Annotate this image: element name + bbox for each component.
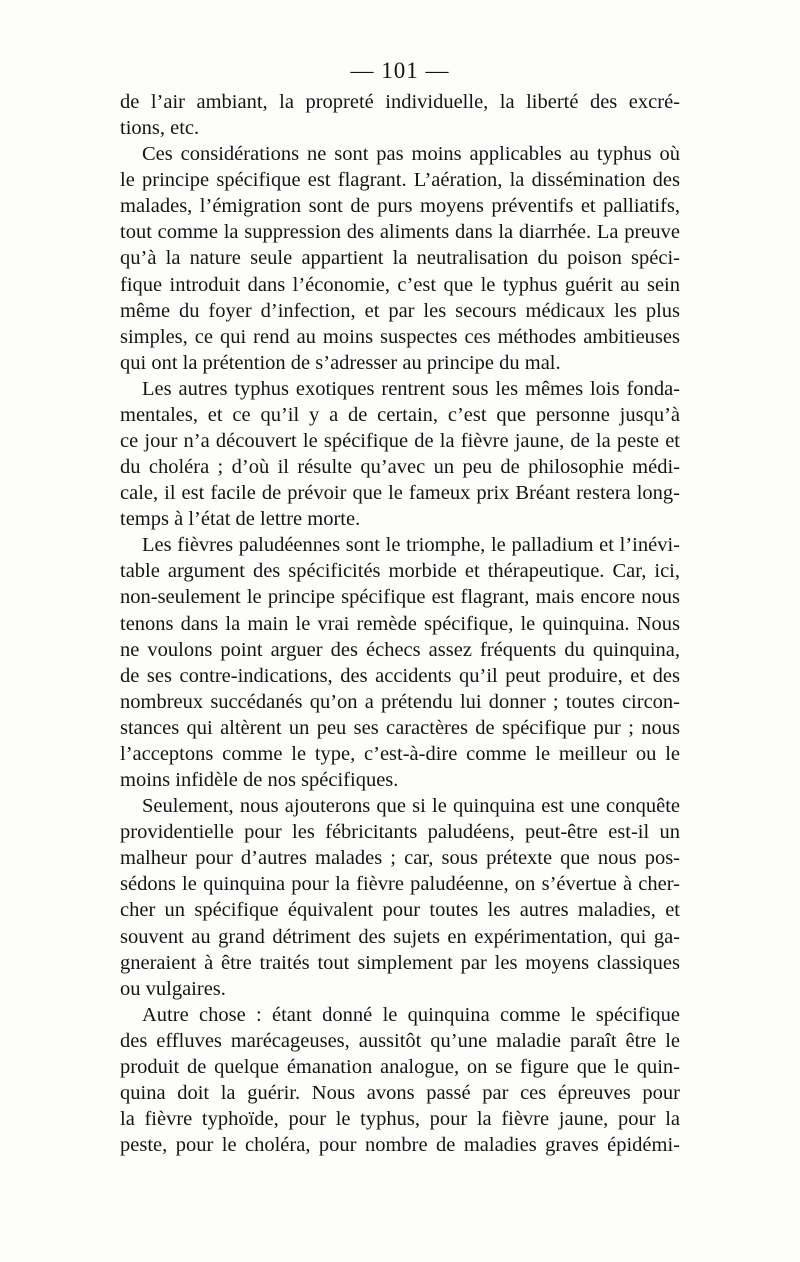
text-line: de ses contre-indications, des accidents qu’il peut produire, et des — [120, 664, 680, 687]
body-text — [120, 89, 680, 1158]
text-line: cher un spécifique équivalent pour toutes les autres maladies, et — [120, 899, 680, 922]
text-line: gneraient à être traités tout simplement par les moyens classiques — [120, 951, 680, 974]
paragraph — [120, 89, 680, 141]
text-line: temps à l’état de lettre morte. — [120, 508, 361, 531]
text-line: quina doit la guérir. Nous avons passé par ces épreuves pour — [120, 1081, 680, 1104]
text-line: du choléra ; d’où il résulte qu’avec un peu de philosophie médi- — [120, 456, 680, 479]
text-line: la fièvre typhoïde, pour le typhus, pour la fièvre jaune, pour la — [120, 1108, 680, 1131]
text-line: providentielle pour les fébricitants paludéens, peut-être est-il un — [120, 821, 680, 844]
paragraph — [120, 1002, 680, 1158]
text-line: tions, etc. — [120, 117, 200, 140]
paragraph — [120, 793, 680, 1002]
text-line: nombreux succédanés qu’on a prétendu lui donner ; toutes circon- — [120, 690, 680, 713]
text-line: malheur pour d’autres malades ; car, sous prétexte que nous pos- — [120, 847, 680, 870]
text-line: sédons le quinquina pour la fièvre paludéenne, on s’évertue à cher- — [120, 873, 680, 896]
text-line: l’acceptons comme le type, c’est-à-dire comme le meilleur ou le — [120, 742, 680, 765]
page-number: — 101 — — [350, 58, 450, 83]
text-line: tout comme la suppression des aliments dans la diarrhée. La preuve — [120, 221, 680, 244]
text-line: Ces considérations ne sont pas moins applicables au typhus où — [142, 143, 680, 166]
text-line: Seulement, nous ajouterons que si le quinquina est une conquête — [142, 795, 680, 818]
text-line: tenons dans la main le vrai remède spécifique, le quinquina. Nous — [120, 612, 680, 635]
text-line: qu’à la nature seule appartient la neutralisation du poison spéci- — [120, 247, 680, 270]
text-line: des effluves marécageuses, aussitôt qu’une maladie paraît être le — [120, 1029, 680, 1052]
text-line: Les fièvres paludéennes sont le triomphe, le palladium et l’inévi- — [142, 534, 680, 557]
text-line: table argument des spécificités morbide et thérapeutique. Car, ici, — [120, 560, 680, 583]
text-line: ce jour n’a découvert le spécifique de la fièvre jaune, de la peste et — [120, 430, 680, 453]
text-line: malades, l’émigration sont de purs moyens préventifs et palliatifs, — [120, 195, 680, 218]
text-line: ou vulgaires. — [120, 977, 226, 1000]
text-line: peste, pour le choléra, pour nombre de maladies graves épidémi- — [120, 1134, 680, 1157]
paragraph — [120, 532, 680, 793]
text-line: non-seulement le principe spécifique est flagrant, mais encore nous — [120, 586, 680, 609]
text-line: simples, ce qui rend au moins suspectes ces méthodes ambitieuses — [120, 325, 680, 348]
paragraph — [120, 141, 680, 376]
text-line: moins infidèle de nos spécifiques. — [120, 769, 399, 792]
text-line: fique introduit dans l’économie, c’est que le typhus guérit au sein — [120, 273, 680, 296]
text-line: stances qui altèrent un peu ses caractères de spécifique pur ; nous — [120, 716, 680, 739]
text-line: Autre chose : étant donné le quinquina comme le spécifique — [142, 1003, 680, 1026]
paragraph — [120, 376, 680, 532]
text-line: Les autres typhus exotiques rentrent sous les mêmes lois fonda- — [142, 377, 680, 400]
text-line: même du foyer d’infection, et par les secours médicaux les plus — [120, 299, 680, 322]
text-line: le principe spécifique est flagrant. L’aération, la dissémination des — [120, 169, 680, 192]
text-line: cale, il est facile de prévoir que le fameux prix Bréant restera long- — [120, 482, 680, 505]
text-line: ne voulons point arguer des échecs assez fréquents du quinquina, — [120, 638, 680, 661]
text-line: de l’air ambiant, la propreté individuelle, la liberté des excré- — [120, 91, 680, 113]
text-line: produit de quelque émanation analogue, on se figure que le quin- — [120, 1055, 680, 1078]
text-line: mentales, et ce qu’il y a de certain, c’est que personne jusqu’à — [120, 403, 680, 426]
text-line: souvent au grand détriment des sujets en expérimentation, qui ga- — [120, 925, 680, 948]
text-line: qui ont la prétention de s’adresser au principe du mal. — [120, 351, 561, 374]
